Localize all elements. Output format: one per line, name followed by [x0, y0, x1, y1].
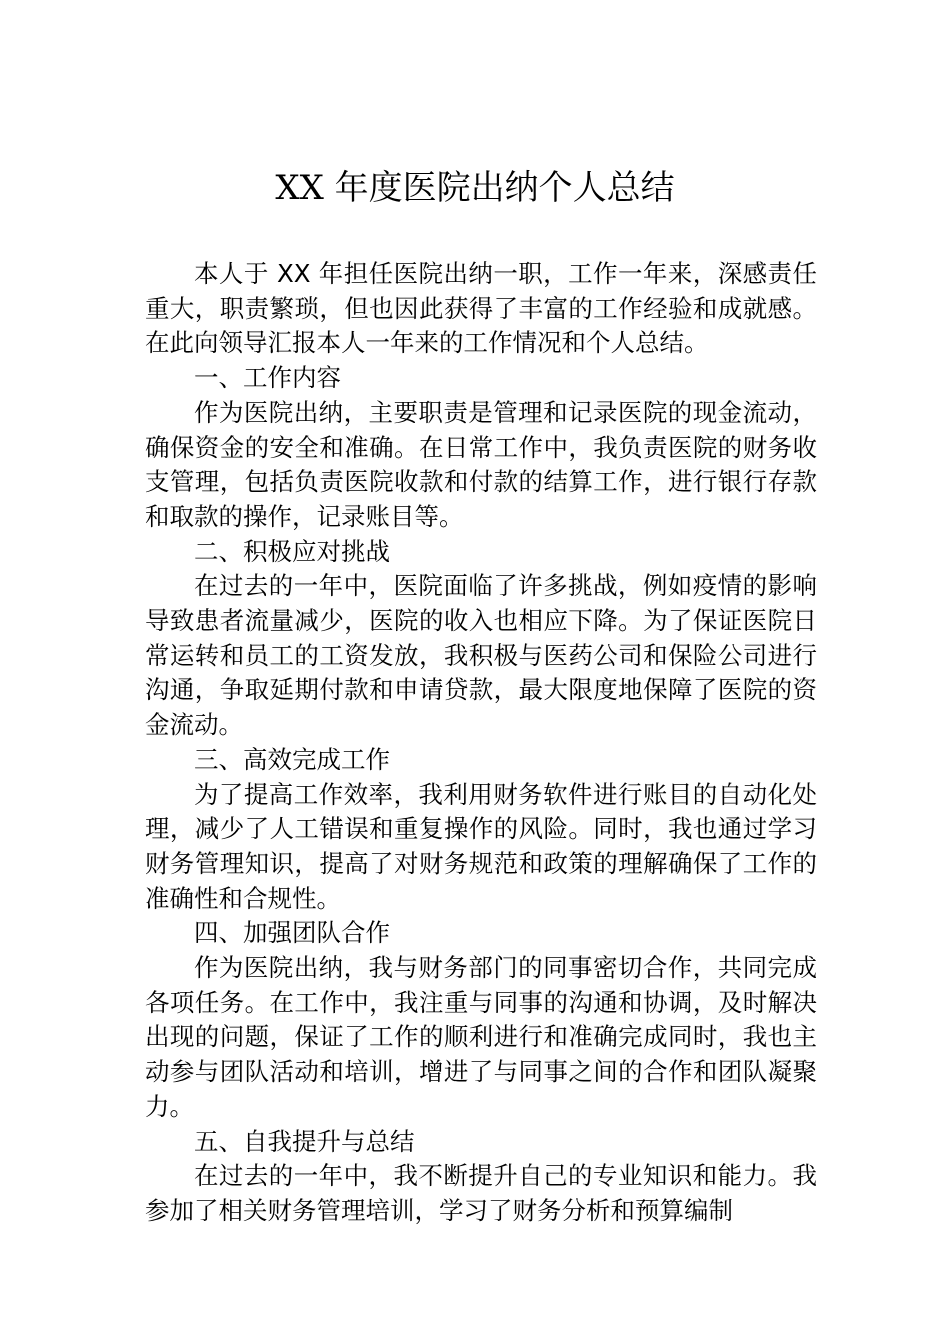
- section-heading-work-content: 一、工作内容: [194, 363, 341, 393]
- section-paragraph-work-content: 作为医院出纳，主要职责是管理和记录医院的现金流动，确保资金的安全和准确。在日常工作中，我负责医院的财务收支管理，包括负责医院收款和付款的结算工作，进行银行存款和取款的操作，记录账目等。: [145, 397, 817, 531]
- section-paragraph-self-improvement: 在过去的一年中，我不断提升自己的专业知识和能力。我参加了相关财务管理培训，学习了财务分析和预算编制: [145, 1161, 817, 1225]
- section-paragraph-challenges: 在过去的一年中，医院面临了许多挑战，例如疫情的影响导致患者流量减少，医院的收入也相应下降。为了保证医院日常运转和员工的工资发放，我积极与医药公司和保险公司进行沟通，争取延期付款和申请贷款，最大限度地保障了医院的资金流动。: [145, 571, 817, 740]
- document-body: [145, 257, 817, 1229]
- section-heading-self-improvement: 五、自我提升与总结: [194, 1126, 415, 1156]
- section-paragraph-teamwork: 作为医院出纳，我与财务部门的同事密切合作，共同完成各项任务。在工作中，我注重与同事的沟通和协调，及时解决出现的问题，保证了工作的顺利进行和准确完成同时，我也主动参与团队活动和培训，增进了与同事之间的合作和团队凝聚力。: [145, 953, 817, 1121]
- section-heading-challenges: 二、积极应对挑战: [194, 536, 390, 566]
- section-heading-teamwork: 四、加强团队合作: [194, 918, 390, 948]
- document-title: XX 年度医院出纳个人总结: [275, 168, 675, 208]
- intro-paragraph: 本人于 XX 年担任医院出纳一职，工作一年来，深感责任重大，职责繁琐，但也因此获得了丰富的工作经验和成就感。在此向领导汇报本人一年来的工作情况和个人总结。: [145, 259, 817, 358]
- section-heading-efficiency: 三、高效完成工作: [194, 744, 390, 774]
- section-paragraph-efficiency: 为了提高工作效率，我利用财务软件进行账目的自动化处理，减少了人工错误和重复操作的风险。同时，我也通过学习财务管理知识，提高了对财务规范和政策的理解确保了工作的准确性和合规性。: [145, 779, 817, 913]
